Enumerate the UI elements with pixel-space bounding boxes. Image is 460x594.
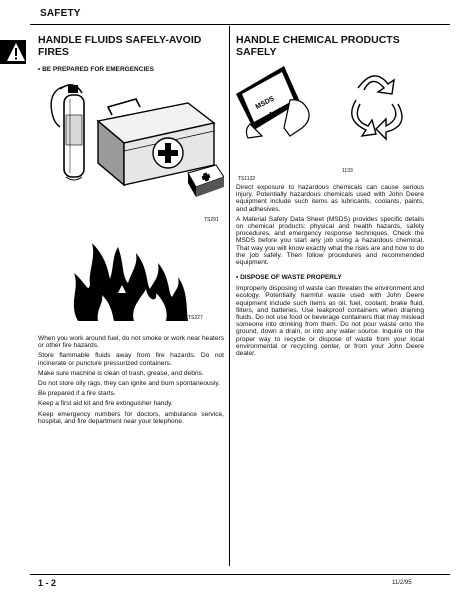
fire-icon <box>74 243 188 321</box>
warning-tab <box>0 40 26 64</box>
left-heading: HANDLE FLUIDS SAFELY-AVOID FIRES <box>38 34 202 58</box>
header-rule <box>30 24 450 25</box>
fire-figure <box>38 223 224 323</box>
recycle-icon <box>352 76 402 139</box>
page-number: 1 - 2 <box>38 578 57 588</box>
paragraph: Keep emergency numbers for doctors, ambulance service, hospital, and fire department near your telephone. <box>38 410 224 425</box>
paragraph: Make sure machine is clean of trash, grease, and debris. <box>38 369 204 377</box>
first-aid-extinguisher-illustration <box>38 77 224 201</box>
section-title: SAFETY <box>40 8 81 19</box>
column-divider <box>229 26 230 566</box>
right-bullet-heading: • DISPOSE OF WASTE PROPERLY <box>236 274 342 282</box>
figure-label: TS1132 <box>238 176 256 182</box>
right-column <box>236 34 424 360</box>
paragraph: Direct exposure to hazardous chemicals can cause serious injury. Potentially hazardous chemicals used with John Deere equipment include such items as lubricants, coolants, paints, and adhesives. <box>236 184 424 213</box>
paragraph: Improperly disposing of waste can threaten the environment and ecology. Potentially harmful waste used with John Deere equipment include such items as oil, fuel, coolant, brake fluid, filters, and batteries. Use leakproof containers when draining fluids. Do not use food or beverage containers that may mislead someone into drinking from them. Do not pour waste onto the ground, down a drain, or into any water source. Inquire on the proper way to recycle or dispose of waste from your local environmental or recycling center, or from your John Deere dealer. <box>236 285 424 358</box>
paragraph: A Material Safety Data Sheet (MSDS) provides specific details on chemical products: physical and health hazards, safety procedures, and emergency response techniques. Check the MSDS before you start any job using a hazardous chemical. That way you will know exactly what the risks are and how to do the job safely. Then follow procedures and recommended equipment. <box>236 215 424 267</box>
left-body <box>38 335 224 425</box>
figure-label: TS291 <box>204 217 219 223</box>
msds-figure <box>236 64 424 182</box>
paragraph: Be prepared if a fire starts. <box>38 390 116 398</box>
fire-extinguisher-icon <box>51 85 84 180</box>
emergency-figure <box>38 77 224 223</box>
figure-label: TS227 <box>188 315 203 321</box>
figure-label: 1133 <box>342 168 353 174</box>
paragraph: When you work around fuel, do not smoke or work near heaters or other fire hazards. <box>38 335 224 350</box>
footer-date: 11/2/95 <box>392 580 412 586</box>
warning-triangle-icon <box>0 40 26 64</box>
msds-recycle-illustration <box>236 64 424 142</box>
left-bullet-heading: • BE PREPARED FOR EMERGENCIES <box>38 66 154 73</box>
paragraph: Keep a first aid kit and fire extinguisher handy. <box>38 400 173 408</box>
left-column <box>38 34 224 428</box>
right-body <box>236 184 424 357</box>
right-heading: HANDLE CHEMICAL PRODUCTS SAFELY <box>236 34 400 58</box>
page-header <box>30 8 450 22</box>
msds-sheet-icon <box>236 66 309 138</box>
msds-sheet-text: MSDS <box>254 95 276 112</box>
flames-illustration <box>38 223 224 323</box>
paragraph: Do not store oily rags; they can ignite and burn spontaneously. <box>38 380 221 388</box>
paragraph: Store flammable fluids away from fire hazards. Do not incinerate or puncture pressurized containers. <box>38 352 224 367</box>
footer-rule <box>30 574 450 575</box>
